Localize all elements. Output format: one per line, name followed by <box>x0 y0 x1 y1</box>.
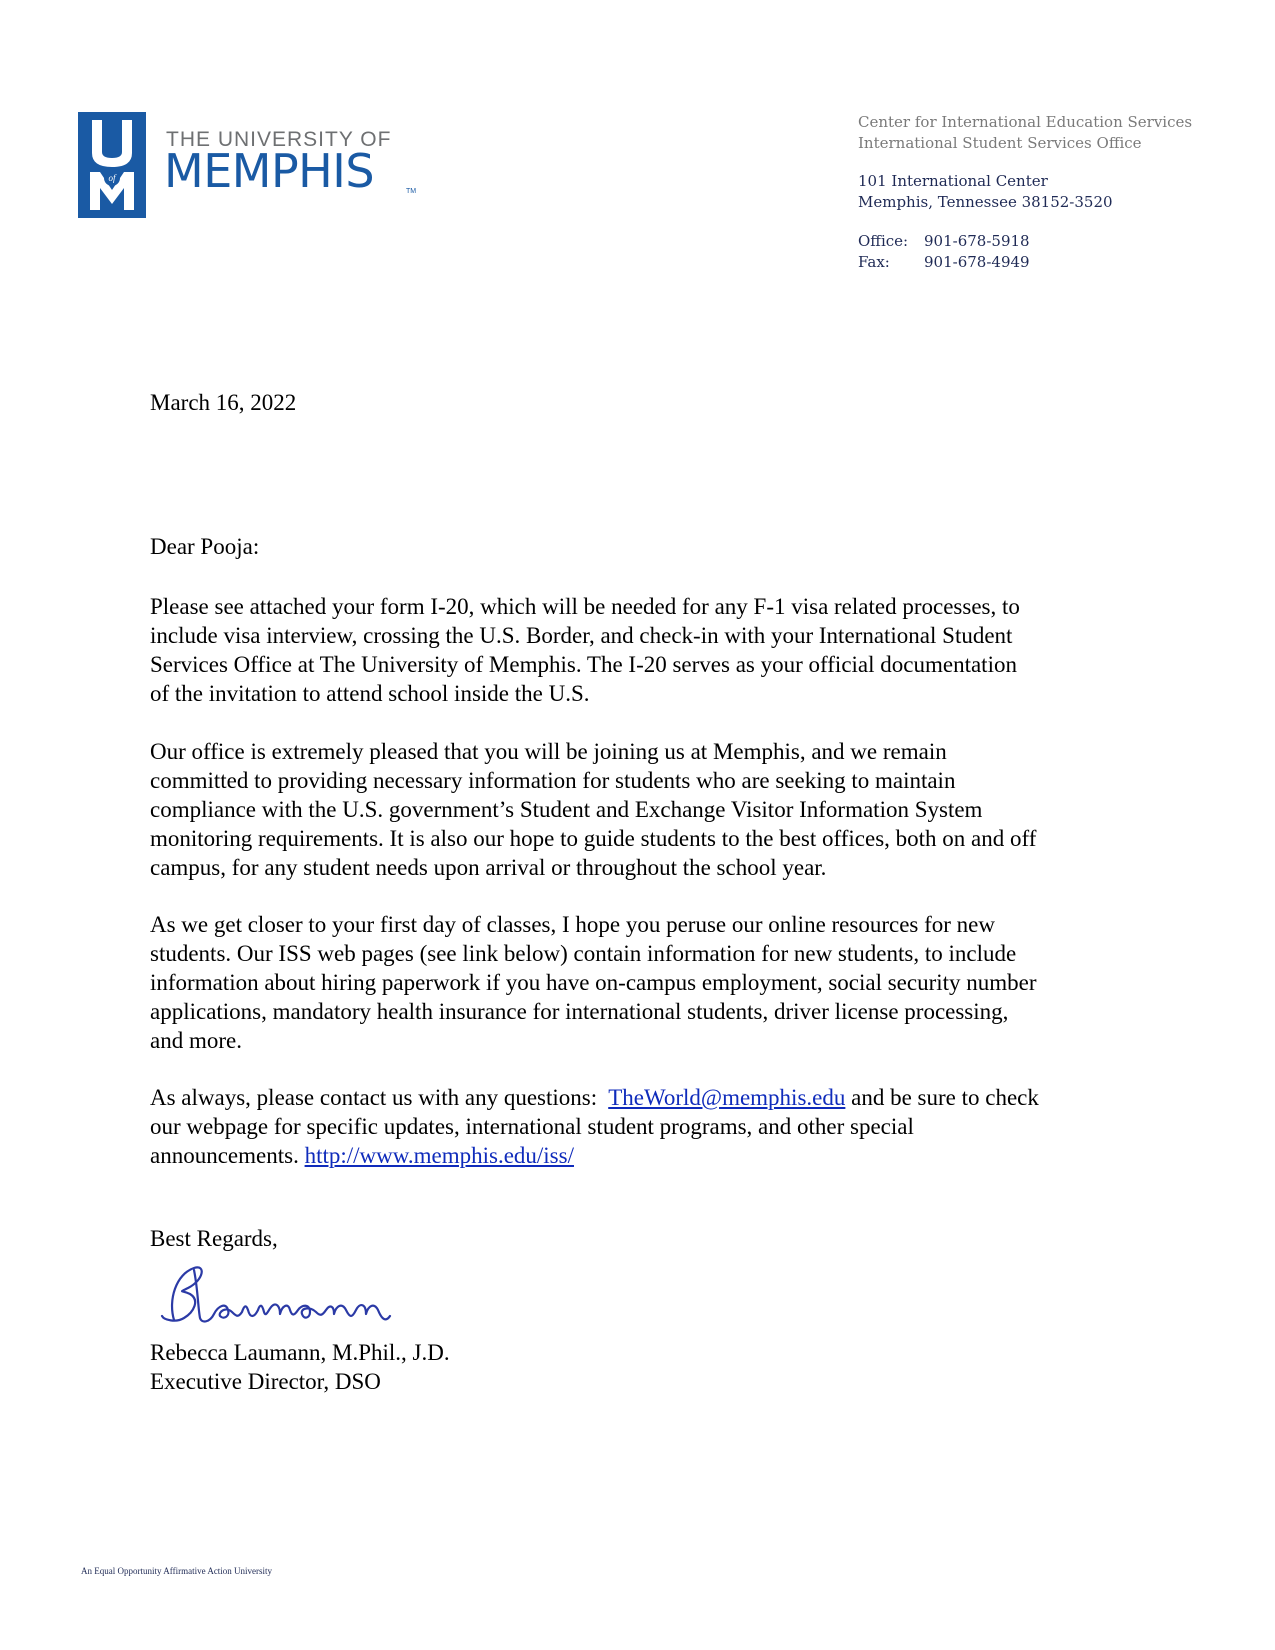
letterhead-address <box>858 112 1192 273</box>
paragraph-line: Please see attached your form I-20, which will be needed for any F-1 visa related processes, to <box>150 594 1020 619</box>
footer-eeo-statement: An Equal Opportunity Affirmative Action University <box>81 1566 273 1576</box>
paragraph-2 <box>150 737 1140 882</box>
paragraph-line: students. Our ISS web pages (see link below) contain information for new students, to include <box>150 941 1017 966</box>
city-state-zip: Memphis, Tennessee 38152-3520 <box>858 193 1113 211</box>
handwritten-signature <box>154 1260 414 1342</box>
email-link[interactable]: TheWorld@memphis.edu <box>608 1085 846 1110</box>
logo-trademark: TM <box>406 188 417 195</box>
contact-text-2: and be sure to check <box>845 1085 1039 1110</box>
paragraph-line: our webpage for specific updates, international student programs, and other special <box>150 1114 914 1139</box>
office-phone-row <box>858 231 1192 252</box>
paragraph-line: applications, mandatory health insurance for international students, driver license processing, <box>150 999 1009 1024</box>
paragraph-line: Services Office at The University of Memphis. The I-20 serves as your official documentation <box>150 652 1017 677</box>
paragraph-line: monitoring requirements. It is also our hope to guide students to the best offices, both on and off <box>150 826 1037 851</box>
paragraph-4 <box>150 1083 1140 1170</box>
paragraph-line: committed to providing necessary information for students who are seeking to maintain <box>150 768 956 793</box>
fax-number: 901-678-4949 <box>924 253 1030 271</box>
paragraph-line: Our office is extremely pleased that you will be joining us at Memphis, and we remain <box>150 739 947 764</box>
paragraph-line <box>150 1141 1140 1170</box>
paragraph-line: As we get closer to your first day of classes, I hope you peruse our online resources for new <box>150 912 996 937</box>
street-address: 101 International Center <box>858 172 1048 190</box>
paragraph-line: compliance with the U.S. government’s Student and Exchange Visitor Information System <box>150 797 983 822</box>
dept-line-2: International Student Services Office <box>858 134 1142 152</box>
paragraph-1 <box>150 592 1140 708</box>
office-label: Office: <box>858 232 909 250</box>
paragraph-3 <box>150 910 1140 1055</box>
signer-name: Rebecca Laumann, M.Phil., J.D. <box>150 1340 450 1365</box>
paragraph-line: campus, for any student needs upon arrival or throughout the school year. <box>150 855 827 880</box>
contact-text: As always, please contact us with any questions: <box>150 1085 609 1110</box>
paragraph-line: of the invitation to attend school inside the U.S. <box>150 681 590 706</box>
paragraph-line: information about hiring paperwork if you have on-campus employment, social security number <box>150 970 1037 995</box>
logo-memphis: MEMPHIS <box>164 144 375 198</box>
um-monogram-graphic <box>78 112 146 218</box>
dept-line-1: Center for International Education Services <box>858 113 1193 131</box>
fax-row <box>858 252 1192 273</box>
paragraph-line <box>150 1083 1140 1112</box>
letter-date: March 16, 2022 <box>150 390 297 415</box>
announcements-text: announcements. <box>150 1143 305 1168</box>
fax-label: Fax: <box>858 253 890 271</box>
logo-of-text: of <box>108 173 116 183</box>
paragraph-line: include visa interview, crossing the U.S. Border, and check-in with your International Student <box>150 623 1013 648</box>
university-logo <box>78 112 423 218</box>
office-number: 901-678-5918 <box>924 232 1030 250</box>
um-monogram <box>78 112 146 218</box>
iss-website-link[interactable]: http://www.memphis.edu/iss/ <box>304 1143 574 1168</box>
paragraph-line: and more. <box>150 1028 242 1053</box>
signer-title: Executive Director, DSO <box>150 1369 381 1394</box>
logo-university-of: THE UNIVERSITY OF <box>166 128 392 151</box>
closing: Best Regards, <box>150 1226 278 1251</box>
salutation: Dear Pooja: <box>150 534 260 559</box>
